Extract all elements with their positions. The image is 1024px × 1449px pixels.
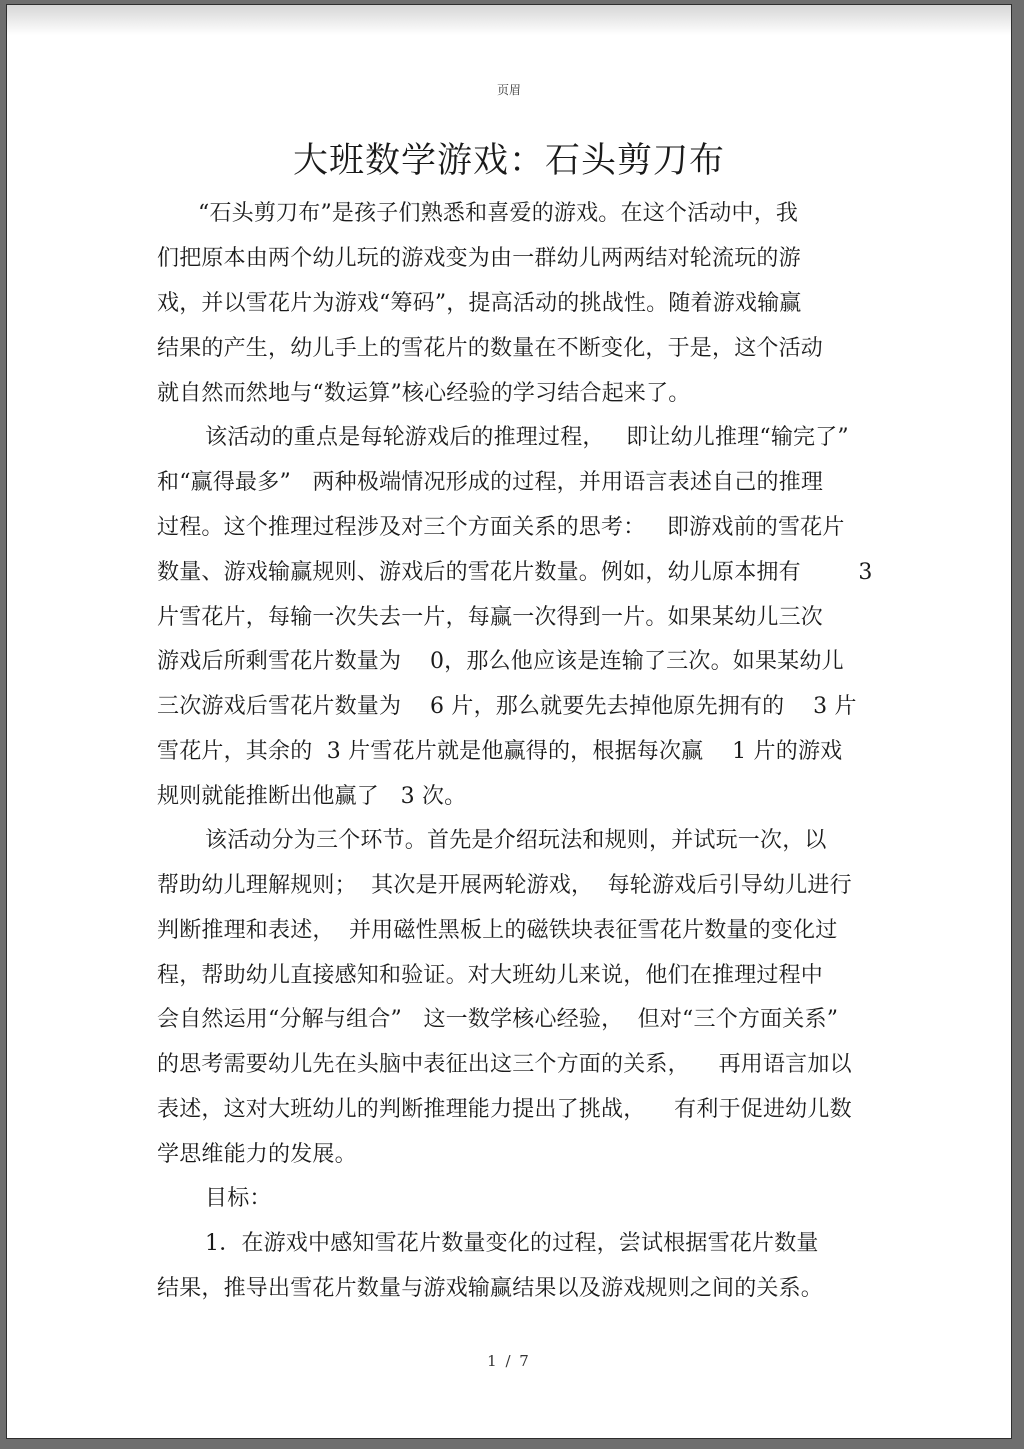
page-number: 1 / 7 [487,1352,531,1370]
body-line: 游戏后所剩雪花片数量为 0，那么他应该是连输了三次。如果某幼儿 [157,649,844,674]
body-line: 表述，这对大班幼儿的判断推理能力提出了挑战， 有利于促进幼儿数 [157,1097,852,1122]
body-line: 雪花片，其余的 3 片雪花片就是他赢得的，根据每次赢 1 片的游戏 [157,739,843,764]
body-line: 结果，推导出雪花片数量与游戏输赢结果以及游戏规则之间的关系。 [157,1276,824,1301]
body-line: 程，帮助幼儿直接感知和验证。对大班幼儿来说，他们在推理过程中 [157,963,824,988]
body-line: 们把原本由两个幼儿玩的游戏变为由一群幼儿两两结对轮流玩的游 [157,246,801,271]
document-title: 大班数学游戏：石头剪刀布 [292,141,725,181]
body-line: 就自然而然地与“数运算”核心经验的学习结合起来了。 [157,381,691,406]
page-top-shadow [7,5,1011,35]
body-line: 片雪花片，每输一次失去一片，每赢一次得到一片。如果某幼儿三次 [157,605,824,630]
body-line: 会自然运用“分解与组合” 这一数学核心经验， 但对“三个方面关系” [157,1007,839,1032]
document-page [6,4,1012,1439]
body-line: 该活动的重点是每轮游戏后的推理过程， 即让幼儿推理“输完了” [205,425,849,450]
body-line: 规则就能推断出他赢了 3 次。 [157,784,467,809]
body-line: 戏，并以雪花片为游戏“筹码”，提高活动的挑战性。随着游戏输赢 [157,291,802,316]
body-line: 1．在游戏中感知雪花片数量变化的过程，尝试根据雪花片数量 [205,1231,819,1256]
body-line: 学思维能力的发展。 [157,1142,357,1167]
body-line: 数量、游戏输赢规则、游戏后的雪花片数量。例如，幼儿原本拥有 3 [157,560,873,585]
body-line: 的思考需要幼儿先在头脑中表征出这三个方面的关系， 再用语言加以 [157,1052,852,1077]
body-line: “石头剪刀布”是孩子们熟悉和喜爱的游戏。在这个活动中，我 [198,201,799,226]
body-line: 判断推理和表述， 并用磁性黑板上的磁铁块表征雪花片数量的变化过 [157,918,838,943]
page-header: 页眉 [496,83,521,97]
body-line: 目标： [205,1186,272,1211]
body-line: 三次游戏后雪花片数量为 6 片，那么就要先去掉他原先拥有的 3 片 [157,694,857,719]
body-line: 该活动分为三个环节。首先是介绍玩法和规则，并试玩一次，以 [205,828,827,853]
body-line: 帮助幼儿理解规则； 其次是开展两轮游戏， 每轮游戏后引导幼儿进行 [157,873,852,898]
body-line: 过程。这个推理过程涉及对三个方面关系的思考： 即游戏前的雪花片 [157,515,845,540]
body-line: 结果的产生，幼儿手上的雪花片的数量在不断变化，于是，这个活动 [157,336,824,361]
body-line: 和“赢得最多” 两种极端情况形成的过程，并用语言表述自己的推理 [157,470,824,495]
